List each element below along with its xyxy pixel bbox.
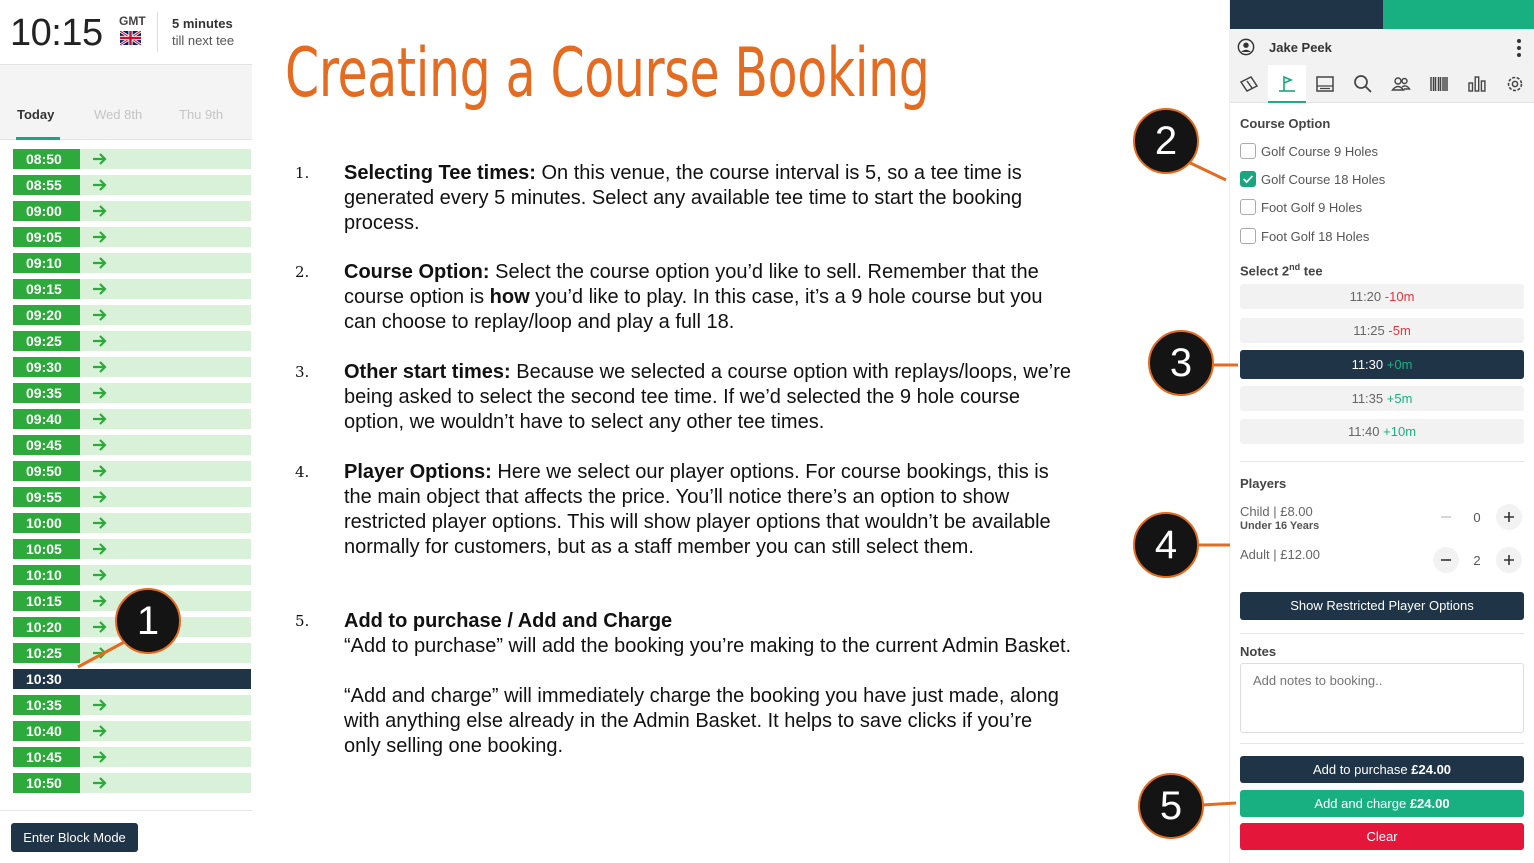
tool-members[interactable] [1382, 65, 1420, 103]
player-quantity: 2 [1473, 553, 1481, 568]
arrow-right-icon[interactable] [91, 253, 107, 273]
tool-settings[interactable] [1496, 65, 1534, 103]
panel-toolbar [1230, 65, 1534, 103]
tool-barcode[interactable] [1420, 65, 1458, 103]
second-tee-option[interactable]: 11:20 -10m [1240, 284, 1524, 309]
players-heading: Players [1240, 476, 1287, 491]
arrow-right-icon[interactable] [91, 539, 107, 559]
tool-tickets[interactable] [1230, 65, 1268, 103]
tee-time-label: 09:45 [13, 435, 80, 455]
course-option-checkbox[interactable] [1240, 199, 1256, 215]
course-option-heading: Course Option [1240, 116, 1331, 131]
tee-time-slot[interactable] [13, 773, 251, 796]
step-heading: Selecting Tee times: [344, 162, 536, 184]
current-time: 10:15 [10, 12, 103, 54]
arrow-right-icon[interactable] [91, 461, 107, 481]
tee-time-slot[interactable] [13, 305, 251, 328]
arrow-right-icon[interactable] [91, 175, 107, 195]
step-heading: Course Option: [344, 261, 490, 283]
arrow-right-icon[interactable] [91, 331, 107, 351]
minus-icon [1439, 510, 1453, 524]
step-heading: Add to purchase / Add and Charge [344, 610, 673, 632]
tee-time-label: 10:25 [13, 643, 80, 663]
course-option-label[interactable]: Foot Golf 9 Holes [1261, 200, 1363, 215]
tee-time-label: 09:35 [13, 383, 80, 403]
arrow-right-icon[interactable] [91, 565, 107, 585]
gear-icon [1505, 74, 1525, 94]
tee-time-slot[interactable] [13, 409, 251, 432]
tab-thu[interactable]: Thu 9th [179, 107, 224, 122]
section-divider [1240, 743, 1524, 744]
arrow-right-icon[interactable] [91, 305, 107, 325]
active-tab-indicator [16, 137, 60, 140]
tee-time-label: 08:50 [13, 149, 80, 169]
add-and-charge-button[interactable]: Add and charge £24.00 [1240, 790, 1524, 817]
tee-time-slot[interactable] [13, 331, 251, 354]
arrow-right-icon[interactable] [91, 721, 107, 741]
clear-button[interactable]: Clear [1240, 823, 1524, 850]
arrow-right-icon[interactable] [91, 357, 107, 377]
tee-time-slot[interactable] [13, 227, 251, 250]
arrow-right-icon[interactable] [91, 643, 107, 663]
tee-time-label: 10:40 [13, 721, 80, 741]
step-text: Because we selected a course option with replays/loops, we’re being asked to select the second tee time. If we’d selected the 9 hole course option, we wouldn’t have to select any other tee times. [344, 361, 1072, 433]
notes-heading: Notes [1240, 644, 1277, 659]
callout-4: 4 [1133, 512, 1199, 578]
tee-time-label: 10:30 [13, 669, 80, 689]
user-avatar-icon[interactable] [1237, 38, 1255, 56]
step-number: 4. [295, 463, 310, 481]
top-bar-accent [1383, 0, 1534, 29]
tool-search[interactable] [1344, 65, 1382, 103]
tee-time-label: 09:25 [13, 331, 80, 351]
next-tee-minutes: 5 minutes [172, 16, 233, 31]
course-option-label[interactable]: Foot Golf 18 Holes [1261, 229, 1370, 244]
step-number: 5. [295, 612, 310, 630]
tee-time-label: 09:10 [13, 253, 80, 273]
tool-reports[interactable] [1458, 65, 1496, 103]
tee-time-label: 09:15 [13, 279, 80, 299]
tee-time-slot[interactable] [13, 747, 251, 770]
tee-time-label: 10:00 [13, 513, 80, 533]
second-tee-option[interactable]: 11:35 +5m [1240, 386, 1524, 411]
increment-button[interactable] [1496, 504, 1522, 530]
search-icon [1353, 74, 1373, 94]
second-tee-heading: Select 2nd tee [1240, 262, 1323, 279]
tee-time-list [13, 149, 251, 799]
user-name: Jake Peek [1269, 40, 1332, 55]
step-heading: Player Options: [344, 461, 492, 483]
arrow-right-icon[interactable] [91, 149, 107, 169]
step-text: “Add to purchase” will add the booking you’re making to the current Admin Basket. [344, 635, 1072, 657]
tee-time-slot[interactable] [13, 513, 251, 536]
course-option-label[interactable]: Golf Course 18 Holes [1261, 172, 1386, 187]
step-number: 1. [295, 164, 310, 182]
arrow-right-icon[interactable] [91, 747, 107, 767]
page-title: Creating a Course Booking [285, 34, 930, 113]
register-icon [1315, 74, 1335, 94]
second-tee-option[interactable]: 11:25 -5m [1240, 318, 1524, 343]
tee-time-slot-selected[interactable] [13, 669, 251, 692]
arrow-right-icon[interactable] [91, 617, 107, 637]
step-text: Here we select our player options. For course bookings, this is the main object that affects the price. You’ll notice there’s an option to show restricted player options. This will show player options that wouldn’t be available normally for customers, but as a staff member you can still select them. [344, 461, 1051, 558]
tee-time-slot[interactable] [13, 279, 251, 302]
course-option-checkbox[interactable] [1240, 143, 1256, 159]
plus-icon [1502, 553, 1516, 567]
next-tee-label: till next tee [172, 33, 235, 48]
arrow-right-icon[interactable] [91, 383, 107, 403]
tee-time-slot[interactable] [13, 695, 251, 718]
tab-today[interactable]: Today [17, 107, 55, 122]
minus-icon [1439, 553, 1453, 567]
step-text: “Add and charge” will immediately charge the booking you have just made, along with anything else already in the Admin Basket. It helps to save clicks if you’re only selling one booking. [344, 685, 1059, 757]
enter-block-mode-button[interactable]: Enter Block Mode [11, 823, 138, 852]
tee-time-slot[interactable] [13, 487, 251, 510]
tee-time-label: 10:50 [13, 773, 80, 793]
ticket-icon [1239, 74, 1259, 94]
tee-time-label: 10:05 [13, 539, 80, 559]
tee-time-label: 09:05 [13, 227, 80, 247]
barcode-icon [1429, 74, 1449, 94]
tee-time-label: 10:45 [13, 747, 80, 767]
tee-time-label: 10:15 [13, 591, 80, 611]
tee-time-label: 10:35 [13, 695, 80, 715]
users-icon [1391, 74, 1411, 94]
player-option-label: Child | £8.00 [1240, 504, 1313, 519]
tee-time-slot[interactable] [13, 461, 251, 484]
add-to-purchase-button[interactable]: Add to purchase £24.00 [1240, 756, 1524, 783]
arrow-right-icon[interactable] [91, 201, 107, 221]
tee-time-label: 09:50 [13, 461, 80, 481]
section-divider [1240, 633, 1524, 634]
player-option-restriction: Under 16 Years [1240, 520, 1320, 532]
step-text: you’d like to play. In this case, it’s a 9 hole course but you can choose to replay/loop and play a full 18. [344, 286, 1043, 333]
arrow-right-icon[interactable] [91, 695, 107, 715]
tee-time-label: 09:20 [13, 305, 80, 325]
arrow-right-icon[interactable] [91, 513, 107, 533]
arrow-right-icon[interactable] [91, 591, 107, 611]
tee-time-slot[interactable] [13, 175, 251, 198]
decrement-button[interactable] [1433, 547, 1459, 573]
timezone-label: GMT [119, 14, 146, 28]
tee-time-label: 09:30 [13, 357, 80, 377]
tool-golf[interactable] [1268, 65, 1306, 103]
tab-wed[interactable]: Wed 8th [94, 107, 143, 122]
player-quantity: 0 [1473, 510, 1481, 525]
tee-time-slot[interactable] [13, 383, 251, 406]
step-text: On this venue, the course interval is 5, so a tee time is generated every 5 minutes. Select any available tee time to start the booking process. [344, 162, 1023, 234]
tee-time-label: 10:20 [13, 617, 80, 637]
tee-time-label: 09:55 [13, 487, 80, 507]
decrement-button[interactable] [1433, 504, 1459, 530]
arrow-right-icon[interactable] [91, 279, 107, 299]
arrow-right-icon[interactable] [91, 409, 107, 429]
day-tabs [0, 64, 252, 140]
callout-3: 3 [1148, 330, 1214, 396]
second-tee-option[interactable]: 11:40 +10m [1240, 419, 1524, 444]
arrow-right-icon[interactable] [91, 227, 107, 247]
bar-chart-icon [1467, 74, 1487, 94]
check-icon [1241, 172, 1255, 186]
tee-time-label: 10:10 [13, 565, 80, 585]
tee-time-slot[interactable] [13, 357, 251, 380]
header-divider [157, 12, 158, 52]
booking-panel [1229, 0, 1534, 863]
course-option-checkbox[interactable] [1240, 228, 1256, 244]
step-text: Select the course option you’d like to sell. Remember that the course option is [344, 261, 1039, 308]
tee-time-slot[interactable] [13, 565, 251, 588]
arrow-right-icon[interactable] [91, 435, 107, 455]
user-bar [1230, 29, 1534, 65]
tee-time-slot[interactable] [13, 201, 251, 224]
section-divider [1240, 461, 1524, 462]
tee-time-slot[interactable] [13, 721, 251, 744]
more-menu-icon[interactable] [1516, 38, 1522, 58]
step-number: 3. [295, 363, 310, 381]
increment-button[interactable] [1496, 547, 1522, 573]
uk-flag-icon [120, 31, 141, 45]
top-bar [1230, 0, 1383, 29]
course-option-checkbox[interactable] [1240, 171, 1256, 187]
tee-time-label: 09:00 [13, 201, 80, 221]
tee-time-label: 09:40 [13, 409, 80, 429]
step-emphasis: how [489, 286, 530, 308]
show-restricted-options-button[interactable]: Show Restricted Player Options [1240, 592, 1524, 620]
golf-flag-icon [1277, 74, 1297, 94]
tee-time-label: 08:55 [13, 175, 80, 195]
footer-divider [0, 810, 252, 811]
tee-time-slot[interactable] [13, 435, 251, 458]
step-heading: Other start times: [344, 361, 511, 383]
callout-1: 1 [115, 588, 181, 654]
callout-5: 5 [1138, 773, 1204, 839]
tee-time-slot[interactable] [13, 253, 251, 276]
course-option-label[interactable]: Golf Course 9 Holes [1261, 144, 1379, 159]
tee-time-slot[interactable] [13, 539, 251, 562]
plus-icon [1502, 510, 1516, 524]
callout-2: 2 [1133, 108, 1199, 174]
arrow-right-icon[interactable] [91, 487, 107, 507]
arrow-right-icon[interactable] [91, 773, 107, 793]
step-number: 2. [295, 263, 310, 281]
tee-time-slot[interactable] [13, 149, 251, 172]
tee-sheet-panel [0, 0, 252, 863]
tool-till[interactable] [1306, 65, 1344, 103]
second-tee-option-selected[interactable]: 11:30 +0m [1240, 350, 1524, 379]
notes-input[interactable] [1240, 663, 1524, 733]
player-option-label: Adult | £12.00 [1240, 547, 1320, 562]
